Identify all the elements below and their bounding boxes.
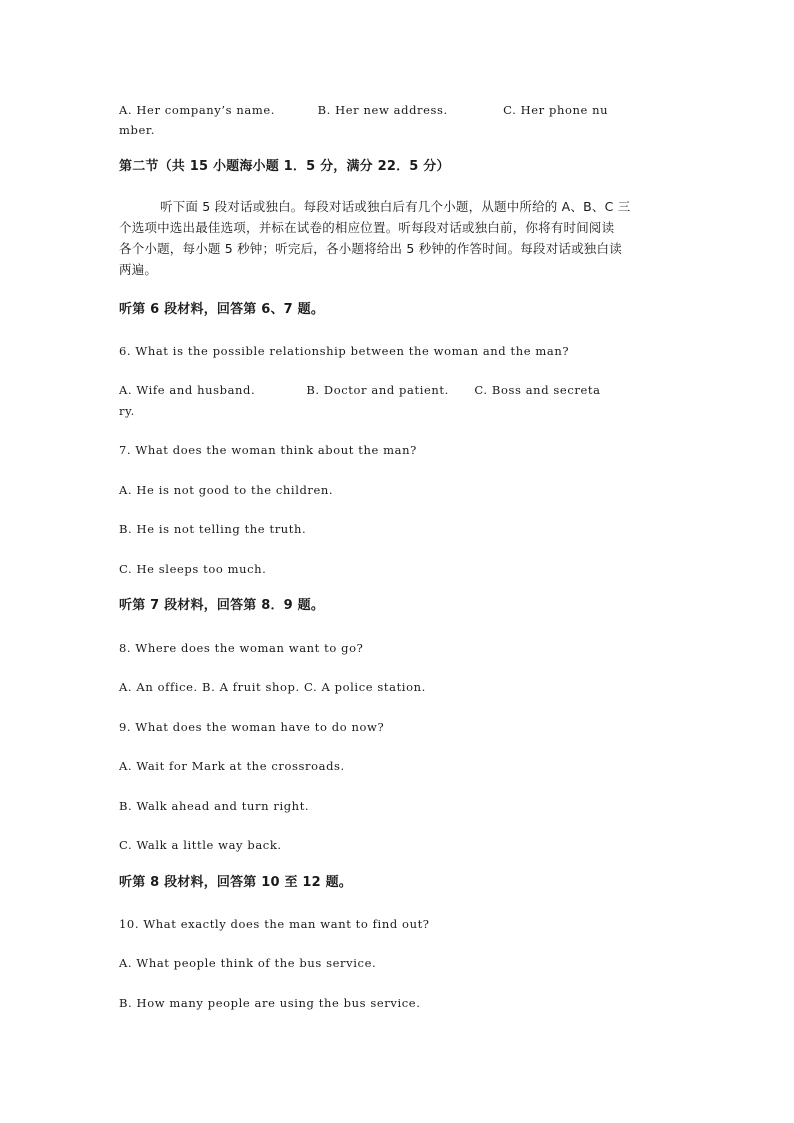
q7-option-b: B. He is not telling the truth. — [119, 522, 307, 536]
q9-option-c: C. Walk a little way back. — [119, 838, 282, 852]
q7-option-a: A. He is not good to the children. — [119, 483, 334, 497]
question-8: 8. Where does the woman want to go? — [119, 641, 364, 655]
q5-options-wrap: mber. — [119, 123, 155, 137]
q9-option-a: A. Wait for Mark at the crossroads. — [119, 759, 345, 773]
material-7-heading: 听第 7 段材料，回答第 8．9 题。 — [119, 598, 325, 613]
instructions-line-1: 听下面 5 段对话或独白。每段对话或独白后有几个小题，从题中所给的 A、B、C 三 — [160, 199, 631, 214]
q10-option-b: B. How many people are using the bus service. — [119, 996, 421, 1010]
q7-option-c: C. He sleeps too much. — [119, 562, 267, 576]
instructions-line-4: 两遍。 — [119, 262, 158, 277]
q6-options-wrap: ry. — [119, 404, 135, 418]
question-7: 7. What does the woman think about the man? — [119, 443, 417, 457]
instructions-line-3: 各个小题，每小题 5 秒钟；听完后，各小题将给出 5 秒钟的作答时间。每段对话或独白读 — [119, 241, 622, 256]
question-6: 6. What is the possible relationship between the woman and the man? — [119, 344, 570, 358]
q10-option-a: A. What people think of the bus service. — [119, 956, 377, 970]
q5-options-line: A. Her company’s name. B. Her new address. C. Her phone nu — [119, 103, 609, 117]
q6-options-line: A. Wife and husband. B. Doctor and patient. C. Boss and secreta — [119, 383, 601, 397]
section-two-heading: 第二节（共 15 小题海小题 1．5 分，满分 22．5 分） — [119, 159, 450, 174]
question-9: 9. What does the woman have to do now? — [119, 720, 385, 734]
instructions-line-2: 个选项中选出最佳选项，并标在试卷的相应位置。听每段对话或独白前，你将有时间阅读 — [119, 220, 615, 235]
material-6-heading: 听第 6 段材料，回答第 6、7 题。 — [119, 302, 325, 317]
q8-options: A. An office. B. A fruit shop. C. A police station. — [119, 680, 426, 694]
material-8-heading: 听第 8 段材料，回答第 10 至 12 题。 — [119, 875, 352, 890]
question-10: 10. What exactly does the man want to find out? — [119, 917, 430, 931]
q9-option-b: B. Walk ahead and turn right. — [119, 799, 310, 813]
